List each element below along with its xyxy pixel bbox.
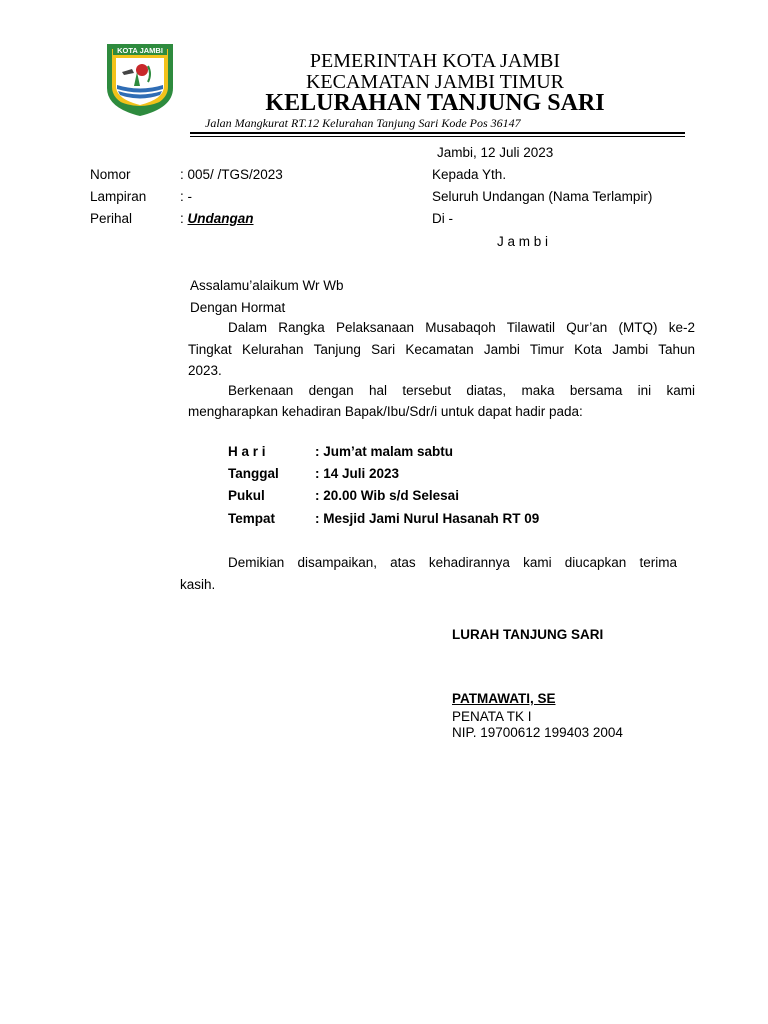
letter-date: Jambi, 12 Juli 2023 <box>437 145 554 160</box>
signatory-name: PATMAWATI, SE <box>452 691 556 706</box>
nomor-value: : 005/ /TGS/2023 <box>180 167 283 182</box>
letterhead-divider-thin <box>190 136 685 137</box>
detail-value-hari: : Jum’at malam sabtu <box>315 444 454 459</box>
letterhead-line-1: PEMERINTAH KOTA JAMBI <box>309 50 561 72</box>
perihal-field <box>180 211 254 226</box>
detail-value-pukul: : 20.00 Wib s/d Selesai <box>315 488 459 503</box>
detail-value-tanggal: : 14 Juli 2023 <box>315 466 400 481</box>
nomor-label: Nomor <box>90 167 131 182</box>
letterhead-divider-thick <box>190 132 685 134</box>
recipient-line-4: J a m b i <box>497 234 549 249</box>
closing-line-2: kasih. <box>180 577 216 592</box>
detail-label-pukul: Pukul <box>228 488 265 503</box>
closing-line-1: Demikian disampaikan, atas kehadirannya kami diucapkan terima <box>228 555 677 570</box>
detail-label-hari: H a r i <box>228 444 266 459</box>
detail-label-tempat: Tempat <box>228 511 276 526</box>
perihal-colon: : <box>180 211 188 226</box>
paragraph-2-line-2: mengharapkan kehadiran Bapak/Ibu/Sdr/i untuk dapat hadir pada: <box>188 404 583 419</box>
salam-opening: Assalamu’alaikum Wr Wb <box>190 278 344 293</box>
letterhead-line-3: KELURAHAN TANJUNG SARI <box>265 90 605 116</box>
signatory-rank: PENATA TK I <box>452 709 532 724</box>
recipient-line-1: Kepada Yth. <box>432 167 507 182</box>
letterhead-address: Jalan Mangkurat RT.12 Kelurahan Tanjung Sari Kode Pos 36147 <box>205 116 521 130</box>
paragraph-1-line-3: 2023. <box>188 363 222 378</box>
greeting: Dengan Hormat <box>190 300 286 315</box>
signatory-nip: NIP. 19700612 199403 2004 <box>452 725 623 740</box>
letterhead-line-2: KECAMATAN JAMBI TIMUR <box>305 71 565 93</box>
lampiran-label: Lampiran <box>90 189 147 204</box>
detail-value-tempat: : Mesjid Jami Nurul Hasanah RT 09 <box>315 511 540 526</box>
perihal-label: Perihal <box>90 211 133 226</box>
recipient-line-2: Seluruh Undangan (Nama Terlampir) <box>432 189 653 204</box>
lampiran-value: : - <box>180 189 192 204</box>
signatory-title: LURAH TANJUNG SARI <box>452 627 604 642</box>
detail-label-tanggal: Tanggal <box>228 466 279 481</box>
paragraph-1-line-1: Dalam Rangka Pelaksanaan Musabaqoh Tilawatil Qur’an (MTQ) ke-2 <box>228 320 695 335</box>
paragraph-2-line-1: Berkenaan dengan hal tersebut diatas, maka bersama ini kami <box>228 383 695 398</box>
paragraph-1-line-2: Tingkat Kelurahan Tanjung Sari Kecamatan Jambi Timur Kota Jambi Tahun <box>188 342 695 357</box>
logo-text: KOTA JAMBI <box>117 46 163 55</box>
perihal-value: Undangan <box>187 211 254 226</box>
city-emblem-logo <box>104 42 176 118</box>
recipient-line-3: Di - <box>432 211 453 226</box>
